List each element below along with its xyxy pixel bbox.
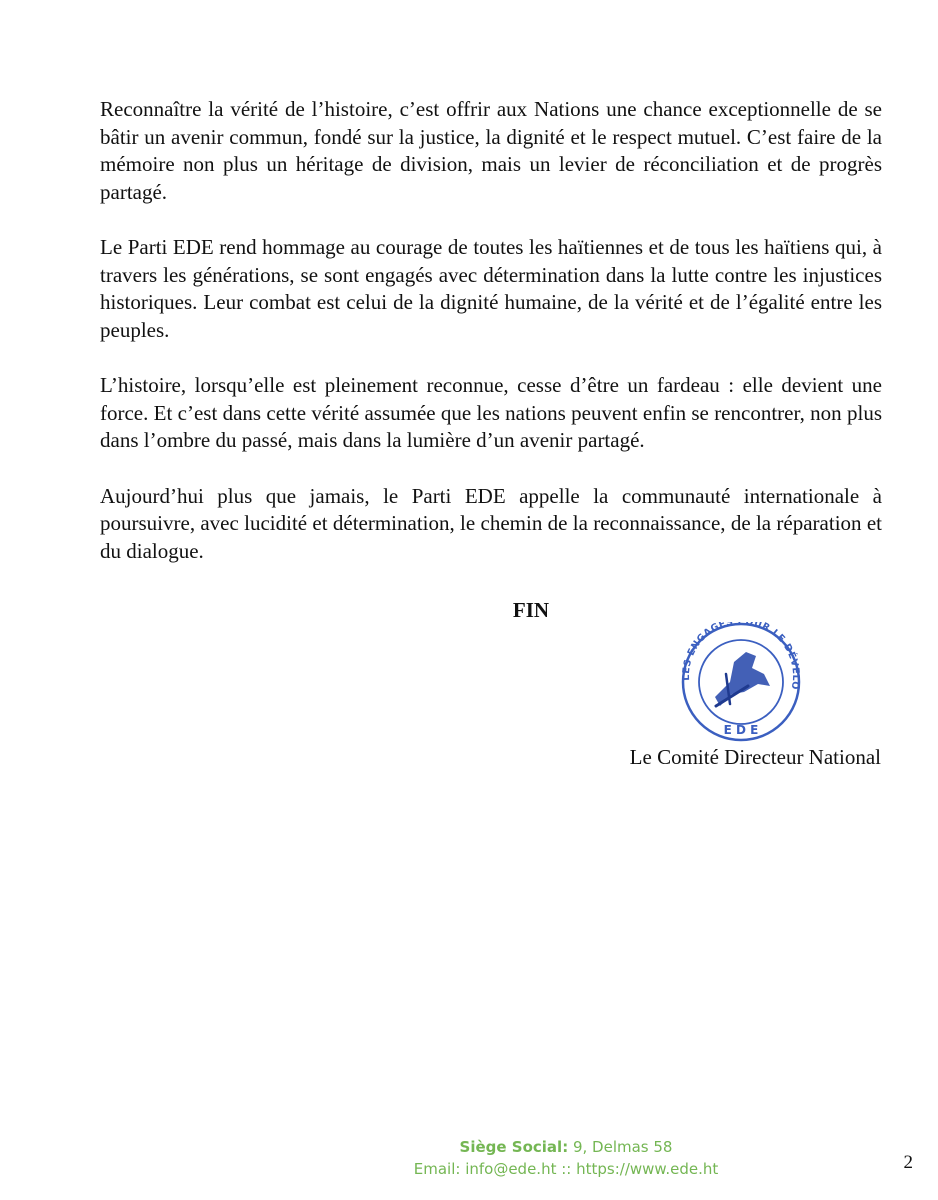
footer-contact [0,1158,938,1180]
signature: Le Comité Directeur National [629,745,881,769]
address-value: 9, Delmas 58 [568,1138,673,1156]
email-link[interactable]: info@ede.ht [460,1160,557,1178]
paragraph-1: Reconnaître la vérité de l’histoire, c’est offrir aux Nations une chance exceptionnelle de se bâtir un avenir commun, fondé sur la justice, la dignité et le respect mutuel. C’est faire de la mémoire non plus un héritage de division, mais un levier de réconciliation et de progrès partagé. [100,97,882,204]
website-link[interactable]: https://www.ede.ht [576,1160,719,1178]
logo-ring-text: LES ENGAGÉS OUR LE DÉVELO [680,622,802,691]
fin-label: FIN [512,598,550,622]
ede-party-logo [670,622,812,742]
paragraph-2: Le Parti EDE rend hommage au courage de toutes les haïtiennes et de tous les haïtiens qui, à travers les générations, se sont engagés avec détermination dans la lutte contre les injustices historiques. Leur combat est celui de la dignité humaine, de la vérité et de l’égalité entre les peuples. [100,235,882,342]
address-label: Siège Social: [459,1138,569,1156]
logo-initials: E D E [723,723,759,737]
footer [0,1136,938,1180]
footer-address [0,1136,938,1158]
body-text [100,96,882,593]
paragraph-4: Aujourd’hui plus que jamais, le Parti EDE appelle la communauté internationale à poursuivre, avec lucidité et détermination, le chemin de la reconnaissance, de la réparation et du dialogue. [100,483,882,563]
footer-separator: :: [556,1160,577,1178]
email-label: Email: [413,1160,461,1178]
paragraph-3: L’histoire, lorsqu’elle est pleinement reconnue, cesse d’être un fardeau : elle devient une force. Et c’est dans cette vérité assumée que les nations peuvent enfin se rencontrer, non plus dans l’ombre du passé, mais dans la lumière d’un avenir partagé. [100,373,882,452]
page-number: 2 [903,1152,913,1173]
ede-seal-icon [670,622,812,742]
